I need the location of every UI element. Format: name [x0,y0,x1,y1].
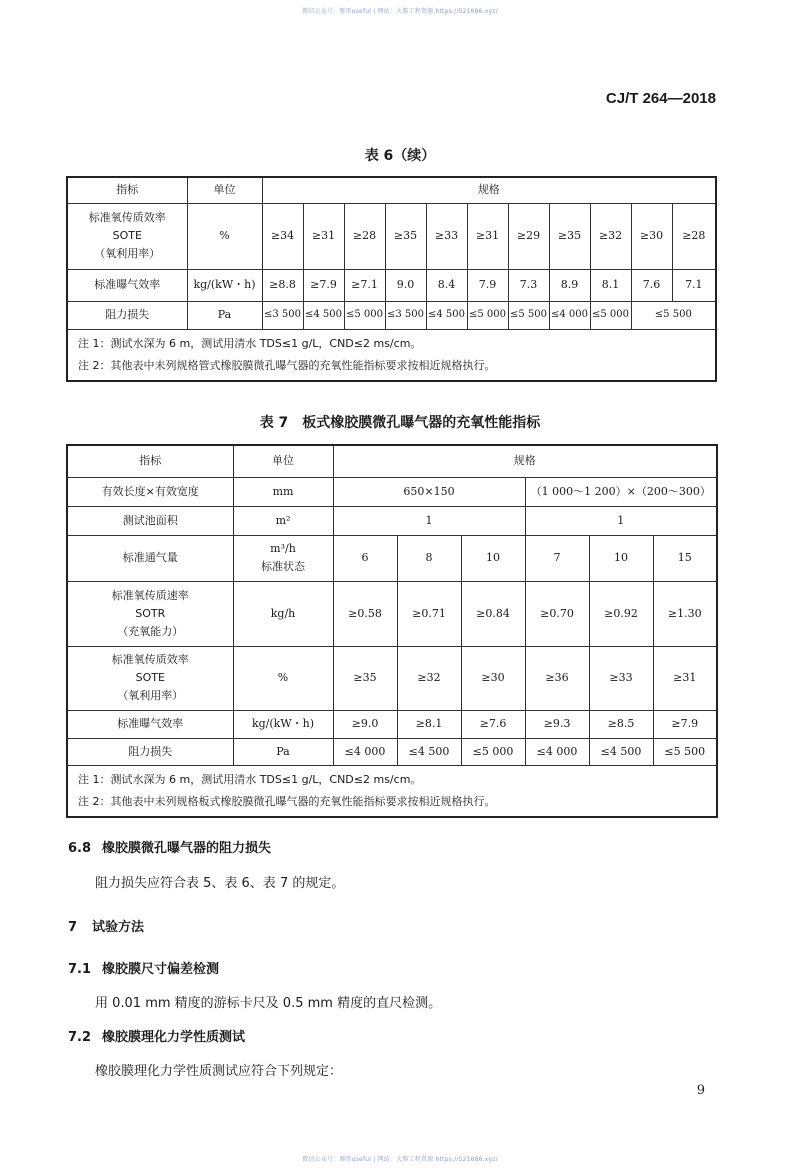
table-row [67,581,717,646]
table-cell: 7 [525,535,589,581]
table-cell: ≥7.9 [653,710,717,738]
table-cell: ≥33 [589,646,653,710]
row-label [67,581,233,646]
table-cell: ≥28 [344,203,385,269]
table-cell: ≥8.1 [397,710,461,738]
row-label: 阻力损失 [67,738,233,765]
label-line: 标准氧传质效率 [88,211,166,224]
row-label: 有效长度×有效宽度 [67,477,233,506]
table-cell: ≥8.5 [589,710,653,738]
watermark-bottom: 微信公众号：豚哥useful | 网站：大豚工程资源 https://521686.xyz/ [302,1156,498,1163]
table7 [66,444,718,818]
table-cell: ≥9.3 [525,710,589,738]
row-label [67,646,233,710]
table-cell: 9.0 [385,269,426,301]
page-number: 9 [696,1083,705,1098]
note-2: 注 2：其他表中未列规格管式橡胶膜微孔曝气器的充氧性能指标要求按相近规格执行。 [78,358,496,372]
section-number: 7.2 [68,1030,92,1045]
table-cell: ≤4 500 [589,738,653,765]
table-cell: ≥9.0 [333,710,397,738]
table-cell: 10 [461,535,525,581]
table-cell: ≥0.70 [525,581,589,646]
table-cell: ≤4 500 [397,738,461,765]
section-heading [68,837,271,856]
table-cell: ≥0.71 [397,581,461,646]
label-line: 标准氧传质速率 [111,588,189,602]
table-cell: ≤5 000 [590,301,631,329]
table-row [67,301,716,329]
note-1: 注 1：测试水深为 6 m，测试用清水 TDS≤1 g/L，CND≤2 ms/cm。 [78,336,422,350]
table-cell: 8 [397,535,461,581]
unit-line: 标准状态 [261,560,305,573]
table-cell: ≥0.92 [589,581,653,646]
row-label: 阻力损失 [67,301,187,329]
table-row [67,477,717,506]
row-unit: % [233,646,333,710]
watermark-top: 微信公众号：豚哥useful | 网站：大豚工程资源 https://521686.xyz/ [302,8,498,15]
row-label: 标准通气量 [67,535,233,581]
table-cell: ≥7.1 [344,269,385,301]
table-cell: ≥7.6 [461,710,525,738]
table-cell: 8.1 [590,269,631,301]
table-row [67,269,716,301]
table-cell: ≥35 [333,646,397,710]
table-cell: 1 [333,506,525,535]
table-cell: ≤5 000 [344,301,385,329]
table-cell: ≥0.84 [461,581,525,646]
table6-notes-row [67,329,716,381]
table-cell: 15 [653,535,717,581]
table-cell: ≤4 500 [426,301,467,329]
table-cell: ≥34 [262,203,303,269]
table-cell: ≥31 [467,203,508,269]
row-label: 标准曝气效率 [67,269,187,301]
table-cell: ≥7.9 [303,269,344,301]
label-line: SOTE [135,671,165,684]
table-cell: ≥1.30 [653,581,717,646]
table-cell: ≥28 [672,203,716,269]
table-notes [67,765,717,817]
label-line: （充氧能力） [117,624,184,638]
table-cell: ≤4 000 [549,301,590,329]
row-unit: kg/(kW・h) [187,269,262,301]
table6 [66,176,717,382]
table-cell: ≥33 [426,203,467,269]
section-title: 橡胶膜理化力学性质测试 [102,1030,246,1045]
table7-notes-row [67,765,717,817]
table-row [67,646,717,710]
note-1: 注 1：测试水深为 6 m，测试用清水 TDS≤1 g/L，CND≤2 ms/cm。 [78,772,422,786]
table-row [67,710,717,738]
table7-caption: 表 7 板式橡胶膜微孔曝气器的充氧性能指标 [259,415,541,431]
table-row [67,738,717,765]
table-cell: ≥35 [549,203,590,269]
table-cell: 6 [333,535,397,581]
header-indicator: 指标 [67,177,187,203]
section-number: 6.8 [68,841,92,856]
header-unit: 单位 [187,177,262,203]
unit-line: m³/h [270,542,296,555]
table-notes [67,329,716,381]
table-cell: ≥30 [461,646,525,710]
table-row [67,535,717,581]
section-number: 7.1 [68,962,92,977]
table-cell: ≥8.8 [262,269,303,301]
table-cell: ≤5 000 [467,301,508,329]
table-cell: 7.3 [508,269,549,301]
table-cell: 1 [525,506,717,535]
row-unit: Pa [187,301,262,329]
table-cell: ≤3 500 [385,301,426,329]
table-cell: 7.6 [631,269,672,301]
label-line: 标准氧传质效率 [111,653,189,666]
table-cell: 7.9 [467,269,508,301]
table-cell: ≤4 000 [333,738,397,765]
table7-header-row [67,445,717,477]
header-spec: 规格 [262,177,716,203]
label-line: （氧利用率） [94,247,161,260]
section-heading [68,916,144,935]
row-unit: Pa [233,738,333,765]
header-unit: 单位 [233,445,333,477]
table-cell: ≥31 [303,203,344,269]
table-cell: ≥30 [631,203,672,269]
header-indicator: 指标 [67,445,233,477]
section-title: 橡胶膜尺寸偏差检测 [102,962,220,977]
row-unit: % [187,203,262,269]
section-heading [68,958,219,977]
section-number: 7 [68,920,78,935]
table-cell: ≥36 [525,646,589,710]
table-cell: ≤3 500 [262,301,303,329]
table-cell: 7.1 [672,269,716,301]
table-cell: ≤4 500 [303,301,344,329]
table-cell: ≤5 500 [631,301,716,329]
table-cell: ≤5 500 [508,301,549,329]
label-line: SOTR [135,606,166,620]
section-heading [68,1026,245,1045]
table-cell: ≥32 [590,203,631,269]
table-cell: 8.4 [426,269,467,301]
label-line: SOTE [112,229,142,242]
table-cell: ≥31 [653,646,717,710]
label-line: （氧利用率） [117,689,184,702]
table-cell: 10 [589,535,653,581]
section-paragraph: 用 0.01 mm 精度的游标卡尺及 0.5 mm 精度的直尺检测。 [95,996,442,1011]
table-cell: （1 000～1 200）×（200～300） [525,477,717,506]
section-paragraph: 橡胶膜理化力学性质测试应符合下列规定： [95,1064,343,1079]
header-spec: 规格 [333,445,717,477]
table-cell: 8.9 [549,269,590,301]
row-unit: kg/(kW・h) [233,710,333,738]
row-unit [233,535,333,581]
row-label [67,203,187,269]
table6-caption: 表 6（续） [364,148,436,164]
row-unit: mm [233,477,333,506]
row-label: 测试池面积 [67,506,233,535]
table-cell: ≥32 [397,646,461,710]
table-cell: 650×150 [333,477,525,506]
row-label: 标准曝气效率 [67,710,233,738]
table6-header-row [67,177,716,203]
table-cell: ≥29 [508,203,549,269]
table-row [67,203,716,269]
table-row [67,506,717,535]
table-cell: ≤4 000 [525,738,589,765]
table-cell: ≤5 000 [461,738,525,765]
section-title: 试验方法 [92,920,145,935]
note-2: 注 2：其他表中未列规格板式橡胶膜微孔曝气器的充氧性能指标要求按相近规格执行。 [78,794,496,808]
document-number: CJ/T 264—2018 [605,90,716,107]
row-unit: kg/h [233,581,333,646]
section-paragraph: 阻力损失应符合表 5、表 6、表 7 的规定。 [95,876,345,891]
table-cell: ≥0.58 [333,581,397,646]
table-cell: ≤5 500 [653,738,717,765]
section-title: 橡胶膜微孔曝气器的阻力损失 [102,841,272,856]
row-unit: m² [233,506,333,535]
table-cell: ≥35 [385,203,426,269]
